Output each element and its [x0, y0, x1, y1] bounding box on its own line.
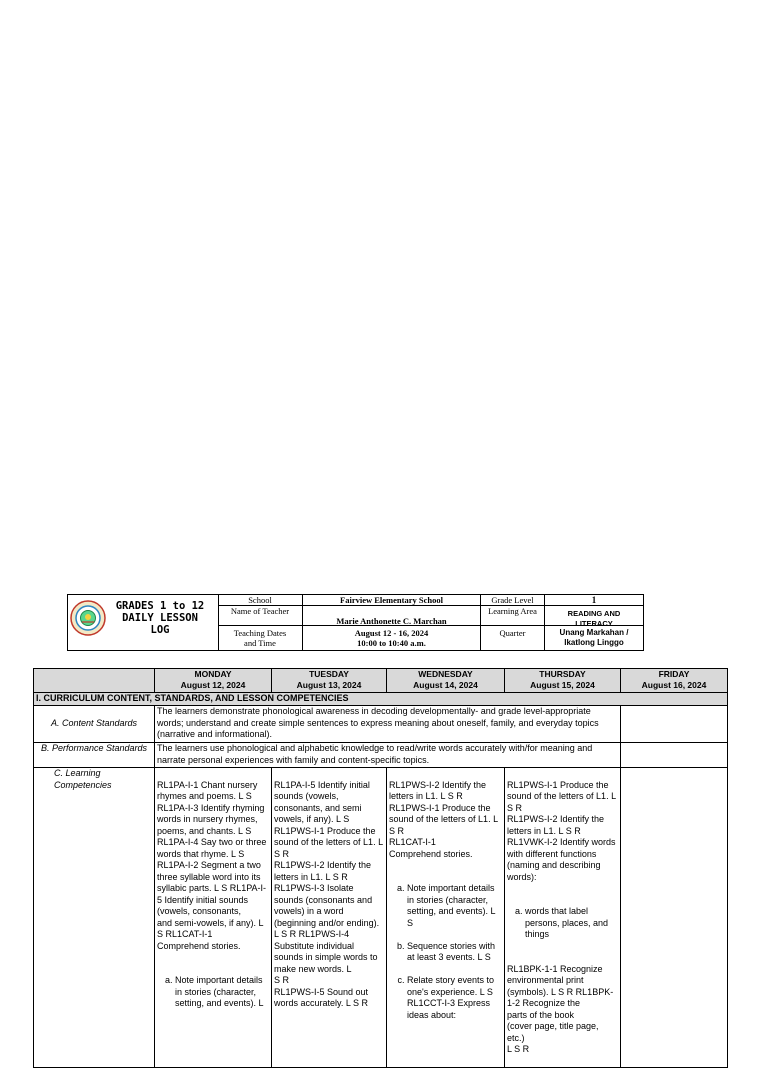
dll-header-table	[67, 594, 644, 651]
list-item: b. Sequence stories with at least 3 events. L S	[407, 941, 502, 964]
teacher-label: Name of Teacher	[218, 606, 303, 626]
competencies-thursday-after: RL1BPK-1-1 Recognize environmental print (symbols). L S R RL1BPK-1-2 Recognize the parts of the book (cover page, title page, etc.) L S R	[507, 963, 614, 1054]
competencies-monday	[155, 768, 272, 1068]
teaching-time-value: 10:00 to 10:40 a.m.	[357, 638, 426, 648]
learning-area-value: READING AND LITERACY	[545, 606, 643, 626]
grade-level-value: 1	[545, 595, 643, 606]
content-standards-row	[34, 706, 728, 743]
day-header-tuesday: TUESDAY August 13, 2024	[272, 669, 387, 693]
competencies-tuesday	[272, 768, 387, 1068]
competencies-thursday	[505, 768, 621, 1068]
learning-competencies-label: C. Learning Competencies	[34, 768, 155, 1068]
quarter-label: Quarter	[481, 626, 545, 650]
competencies-wednesday-list	[389, 872, 502, 1033]
blank-header-cell	[34, 669, 155, 693]
competencies-monday-list	[157, 964, 269, 1022]
grade-level-label: Grade Level	[481, 595, 545, 606]
teacher-value: Marie Anthonette C. Marchan	[303, 606, 481, 626]
quarter-value: Unang Markahan / Ikatlong Linggo	[559, 628, 629, 647]
header-logo-cell	[68, 595, 219, 650]
learning-area-label: Learning Area	[481, 606, 545, 626]
section-heading-curriculum: I. CURRICULUM CONTENT, STANDARDS, AND LESSON COMPETENCIES	[34, 693, 728, 706]
list-item: c. Relate story events to one's experience. L S RL1CCT-I-3 Express ideas about:	[407, 975, 502, 1021]
performance-standards-text: The learners use phonological and alphabetic knowledge to read/write words accurately with/for meaning and narrate personal experiences with family and content-specific topics.	[155, 743, 621, 768]
deped-seal-icon	[70, 600, 106, 636]
lesson-log-table	[33, 668, 728, 1068]
day-header-friday: FRIDAY August 16, 2024	[621, 669, 728, 693]
competencies-tuesday-text: RL1PA-I-5 Identify initial sounds (vowels, consonants, and semi vowels, if any). L S RL1PWS-I-1 Produce the sound of the letters of L1. L S R RL1PWS-I-2 Identify the letters in L1. L S R RL1PWS-I-3 Isolate sounds (consonants and vowels) in a word (beginning and/or ending). L S R RL1PWS-I-4 Substitute individual sounds in simple words to make new words. L S R RL1PWS-I-5 Sound out words accurately. L S R	[274, 779, 384, 1008]
teaching-dates-label: Teaching Dates and Time	[218, 626, 303, 650]
competencies-thursday-list	[507, 895, 618, 953]
day-header-thursday: THURSDAY August 15, 2024	[505, 669, 621, 693]
performance-standards-friday	[621, 743, 728, 768]
competencies-friday	[621, 768, 728, 1068]
school-value: Fairview Elementary School	[303, 595, 481, 606]
content-standards-friday	[621, 706, 728, 743]
teaching-dates-value: August 12 - 16, 2024	[354, 628, 429, 638]
day-header-wednesday: WEDNESDAY August 14, 2024	[387, 669, 505, 693]
learning-competencies-row	[34, 768, 728, 1068]
list-item: a. Note important details in stories (character, setting, and events). L S	[407, 883, 502, 929]
section-heading-row	[34, 693, 728, 706]
dll-title: GRADES 1 to 12 DAILY LESSON LOG	[115, 600, 205, 636]
competencies-wednesday	[387, 768, 505, 1068]
content-standards-text: The learners demonstrate phonological awareness in decoding developmentally- and grade level-appropriate words; understand and create simple sentences to express meaning about oneself, family, and everyday topics (narrative and informational).	[155, 706, 621, 743]
day-header-monday: MONDAY August 12, 2024	[155, 669, 272, 693]
performance-standards-label: B. Performance Standards	[34, 743, 155, 768]
list-item: a. Note important details in stories (character, setting, and events). L	[175, 975, 269, 1010]
competencies-monday-text: RL1PA-I-1 Chant nursery rhymes and poems. L S RL1PA-I-3 Identify rhyming words in nursery rhymes, poems, and chants. L S RL1PA-I-4 Say two or three words that rhyme. L S RL1PA-I-2 Segment a two three syllable word into its syllabic parts. L S RL1PA-I-5 Identify initial sounds (vowels, consonants, and semi-vowels, if any). L S RL1CAT-I-1 Comprehend stories.	[157, 779, 267, 951]
performance-standards-row	[34, 743, 728, 768]
competencies-wednesday-text: RL1PWS-I-2 Identify the letters in L1. L S R RL1PWS-I-1 Produce the sound of the letters of L1. L S R RL1CAT-I-1 Comprehend stories.	[389, 779, 499, 859]
content-standards-label: A. Content Standards	[34, 706, 155, 743]
days-header-row	[34, 669, 728, 693]
competencies-thursday-text: RL1PWS-I-1 Produce the sound of the letters of L1. L S R RL1PWS-I-2 Identify the letters in L1. L S R RL1VWK-I-2 Identify words with different functions (naming and describing words):	[507, 779, 617, 882]
school-label: School	[218, 595, 303, 606]
list-item: a. words that label persons, places, and things	[525, 906, 618, 941]
teaching-dates-cell	[303, 626, 481, 650]
